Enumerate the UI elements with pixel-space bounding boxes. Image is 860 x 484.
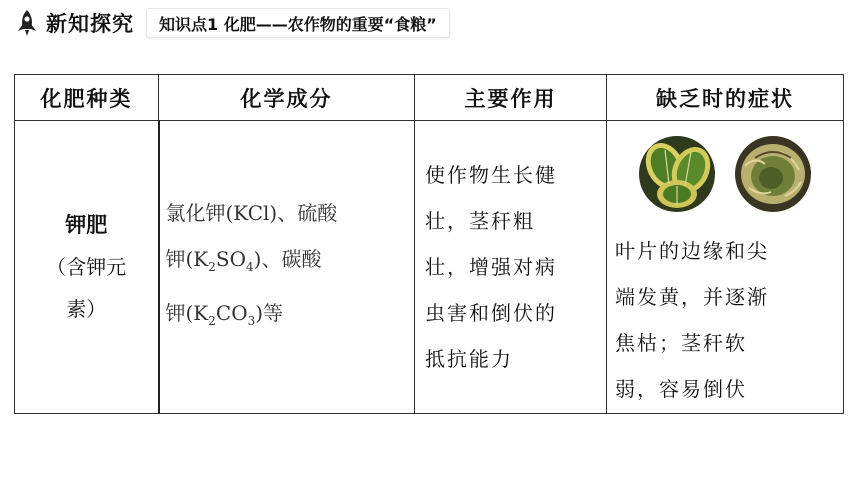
fertilizer-note-line2: 素） — [66, 297, 107, 321]
table-header-row — [15, 75, 844, 121]
fertilizer-name: 钾肥 — [65, 213, 108, 237]
yellow-edge-leaf-photo — [639, 136, 715, 212]
header-composition: 化学成分 — [159, 75, 415, 121]
function-line: 抵抗能力 — [425, 347, 513, 371]
header-function: 主要作用 — [415, 75, 607, 121]
table-row — [15, 121, 844, 414]
cell-composition — [159, 121, 415, 414]
function-line: 壮，增强对病 — [425, 255, 557, 279]
composition-line2: 钾$(K_2SO_4)$、碳酸 — [165, 247, 322, 274]
symptom-line: 焦枯；茎秆软 — [615, 331, 747, 355]
fertilizer-table — [14, 74, 844, 414]
header-symptoms: 缺乏时的症状 — [607, 75, 844, 121]
section-title: 新知探究 — [46, 12, 134, 36]
fertilizer-note-line1: （含钾元 — [46, 255, 127, 279]
function-line: 壮，茎秆粗 — [425, 209, 535, 233]
topic-text: 知识点1 化肥——农作物的重要“食粮” — [159, 14, 437, 34]
cell-fertilizer-type — [15, 121, 159, 414]
section-header — [14, 6, 450, 40]
symptom-line: 叶片的边缘和尖 — [615, 239, 769, 263]
topic-label — [146, 8, 450, 38]
composition-line3: 钾$(K_2CO_3)$等 — [165, 301, 284, 328]
symptom-line: 端发黄，并逐渐 — [615, 285, 769, 309]
symptom-line: 弱，容易倒伏 — [615, 377, 747, 401]
cell-symptoms — [607, 121, 844, 414]
cell-function — [415, 121, 607, 414]
leaf-photos — [639, 136, 842, 212]
header-fertilizer-type: 化肥种类 — [15, 75, 159, 121]
composition-line1: 氯化钾(KCl)、硫酸 — [165, 201, 338, 225]
scorched-leaf-photo — [735, 136, 811, 212]
function-line: 使作物生长健 — [425, 163, 557, 187]
function-line: 虫害和倒伏的 — [425, 301, 557, 325]
symptom-text — [615, 228, 842, 412]
rocket-icon — [14, 8, 40, 38]
